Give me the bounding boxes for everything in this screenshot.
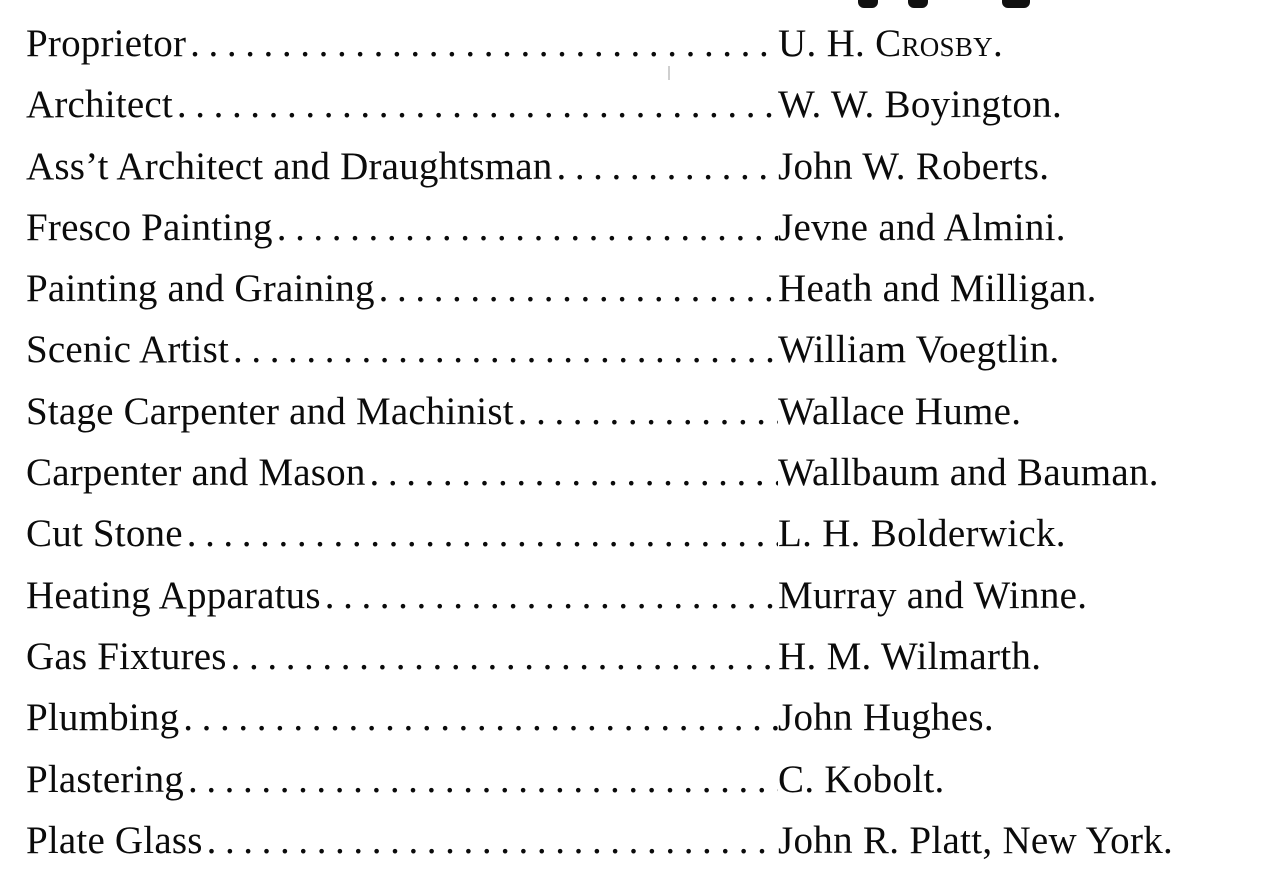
- credit-row: [26, 143, 1266, 204]
- dot-leader: [229, 326, 778, 374]
- dot-leader: [173, 81, 778, 129]
- credit-row: [26, 817, 1266, 878]
- credit-name: John R. Platt, New York.: [778, 818, 1174, 862]
- credit-row: [26, 81, 1266, 142]
- credit-row: [26, 388, 1266, 449]
- credit-row: [26, 204, 1266, 265]
- credit-row: [26, 756, 1266, 817]
- credit-name: Jevne and Almini.: [778, 205, 1066, 249]
- credit-role: Carpenter and Mason: [26, 451, 366, 495]
- cut-off-letter-top: [1002, 0, 1030, 8]
- credit-row: [26, 20, 1266, 81]
- credit-row: [26, 572, 1266, 633]
- dot-leader: [552, 143, 778, 191]
- credit-role: Plumbing: [26, 696, 180, 740]
- credit-role: Cut Stone: [26, 512, 183, 556]
- cut-off-letter-top: [858, 0, 878, 8]
- credit-row: [26, 510, 1266, 571]
- dot-leader: [179, 694, 778, 742]
- credit-role: Ass’t Architect and Draughtsman: [26, 144, 553, 188]
- dot-leader: [184, 756, 778, 804]
- credit-name: W. W. Boyington.: [778, 83, 1062, 127]
- credit-name: Wallbaum and Bauman.: [778, 451, 1159, 495]
- dot-leader: [375, 265, 778, 313]
- credit-role: Heating Apparatus: [26, 573, 321, 617]
- dot-leader: [273, 204, 778, 252]
- credit-name: Murray and Winne.: [778, 573, 1088, 617]
- dot-leader: [186, 20, 778, 68]
- dot-leader: [366, 449, 778, 497]
- dot-leader: [227, 633, 778, 681]
- dot-leader: [514, 388, 778, 436]
- credit-role: Plastering: [26, 757, 184, 801]
- credit-role: Gas Fixtures: [26, 634, 227, 678]
- credit-name: John Hughes.: [778, 696, 994, 740]
- credit-row: [26, 326, 1266, 387]
- credit-name: John W. Roberts.: [778, 144, 1050, 188]
- credit-role: Architect: [26, 83, 173, 127]
- credit-role: Fresco Painting: [26, 205, 273, 249]
- credit-name: U. H. Crosby.: [778, 22, 1004, 65]
- credits-list: [26, 20, 1266, 878]
- credit-role: Stage Carpenter and Machinist: [26, 389, 514, 433]
- dot-leader: [321, 572, 778, 620]
- dot-leader: [183, 510, 778, 558]
- credit-row: [26, 694, 1266, 755]
- credit-role: Scenic Artist: [26, 328, 229, 372]
- dot-leader: [203, 817, 778, 865]
- credit-row: [26, 449, 1266, 510]
- credit-name: Wallace Hume.: [778, 389, 1022, 433]
- credit-name: H. M. Wilmarth.: [778, 634, 1042, 678]
- credit-name: C. Kobolt.: [778, 757, 945, 801]
- cut-off-letter-top: [908, 0, 928, 8]
- credit-row: [26, 265, 1266, 326]
- credit-role: Plate Glass: [26, 818, 203, 862]
- credit-role: Proprietor: [26, 22, 187, 65]
- credit-name: Heath and Milligan.: [778, 267, 1097, 311]
- credit-name: William Voegtlin.: [778, 328, 1060, 372]
- credit-role: Painting and Graining: [26, 267, 375, 311]
- credit-name: L. H. Bolderwick.: [778, 512, 1066, 556]
- credit-row: [26, 633, 1266, 694]
